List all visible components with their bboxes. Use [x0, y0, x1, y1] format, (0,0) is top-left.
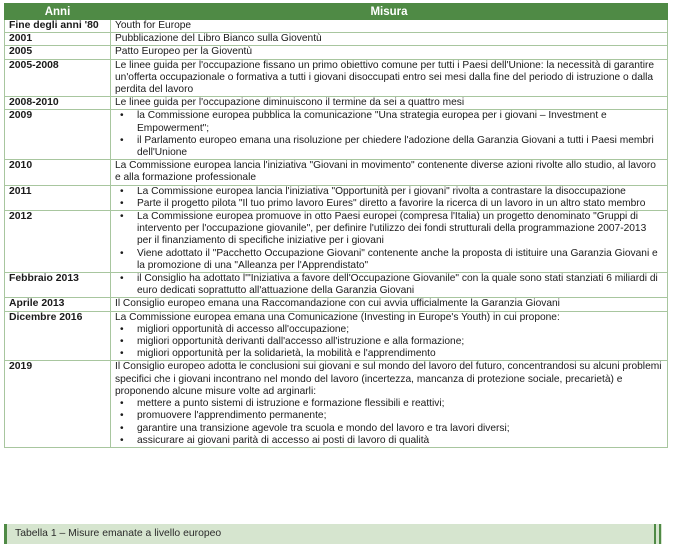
measure-text: La Commissione europea emana una Comunicazione (Investing in Europe's Youth) in cui propone: — [115, 311, 560, 323]
measure-bullet-list — [115, 211, 663, 272]
list-item: • garantire una transizione agevole tra scuola e mondo del lavoro e tra lavori diversi; — [137, 423, 663, 435]
measure-cell — [111, 273, 668, 298]
table-row — [5, 311, 668, 361]
table-caption — [4, 524, 662, 544]
list-item: • il Consiglio ha adottato l'"Iniziativa a favore dell'Occupazione Giovanile" con la quale sono stati stanziati 6 miliardi di euro dedicati soprattutto all'attuazione della Garanzia Giovani — [137, 273, 663, 297]
table-row — [5, 46, 668, 59]
year-cell: 2010 — [5, 160, 111, 185]
measure-text: Patto Europeo per la Gioventù — [115, 46, 253, 58]
measure-cell — [111, 33, 668, 46]
list-item: • assicurare ai giovani parità di accesso ai posti di lavoro di qualità — [137, 435, 663, 447]
measure-text: La Commissione europea lancia l'iniziativa "Giovani in movimento" contenente diverse azioni rivolte allo studio, al lavoro e alla formazione professionale — [115, 160, 656, 184]
list-item: • promuovere l'apprendimento permanente; — [137, 410, 663, 422]
year-cell: 2009 — [5, 110, 111, 160]
list-item: • la Commissione europea pubblica la comunicazione "Una strategia europea per i giovani – Investment e Empowerment"; — [137, 110, 663, 134]
table-row — [5, 110, 668, 160]
measure-cell — [111, 311, 668, 361]
measure-cell — [111, 59, 668, 97]
measure-cell — [111, 185, 668, 210]
header-measure: Misura — [111, 4, 668, 20]
list-item: • migliori opportunità per la solidarietà, la mobilità e l'apprendimento — [137, 348, 663, 360]
measure-cell — [111, 46, 668, 59]
measure-cell — [111, 97, 668, 110]
measure-text: Youth for Europe — [115, 20, 192, 31]
list-item: • La Commissione europea lancia l'iniziativa "Opportunità per i giovani" rivolta a contrastare la disoccupazione — [137, 186, 663, 198]
measures-table-container — [4, 3, 667, 448]
list-item: • migliori opportunità derivanti dall'accesso all'istruzione e alla formazione; — [137, 336, 663, 348]
table-row — [5, 298, 668, 311]
measure-bullet-list — [115, 186, 663, 210]
table-row — [5, 33, 668, 46]
year-cell: Dicembre 2016 — [5, 311, 111, 361]
measure-text: Il Consiglio europeo adotta le conclusioni sui giovani e sul mondo del lavoro del futuro, concentrandosi su alcuni problemi specifici che i giovani incontrano nel mondo del lavoro (incertezza, mancanza di protezione sociale, precarietà) e proponendo alcune misure volte ad arginarli: — [115, 361, 662, 397]
measure-cell — [111, 20, 668, 33]
measure-cell — [111, 110, 668, 160]
list-item: • Parte il progetto pilota "Il tuo primo lavoro Eures" diretto a favorire la ricerca di un lavoro in un altro stato membro — [137, 198, 663, 210]
measures-table — [4, 3, 668, 448]
table-header-row — [5, 4, 668, 20]
measure-text: Le linee guida per l'occupazione diminuiscono il termine da sei a quattro mesi — [115, 97, 465, 109]
year-cell: Fine degli anni '80 — [5, 20, 111, 33]
table-row — [5, 160, 668, 185]
list-item: • mettere a punto sistemi di istruzione e formazione flessibili e reattivi; — [137, 398, 663, 410]
list-item: • Viene adottato il "Pacchetto Occupazione Giovani" contenente anche la proposta di istituire una Garanzia Giovani e la promozione di una "Alleanza per l'Apprendistato" — [137, 248, 663, 272]
measure-text: Pubblicazione del Libro Bianco sulla Gioventù — [115, 33, 322, 45]
measure-cell — [111, 361, 668, 447]
list-item: • La Commissione europea promuove in otto Paesi europei (compresa l'Italia) un progetto denominato "Gruppi di intervento per l'occupazione giovanile", per definire l'utilizzo dei fondi strutturali della programmazione 2007-2013 per il finanziamento di specifiche iniziative per i giovani — [137, 211, 663, 248]
caption-right-bar — [654, 524, 656, 544]
caption-text: Tabella 1 – Misure emanate a livello europeo — [15, 528, 222, 539]
measure-cell — [111, 211, 668, 273]
year-cell: 2012 — [5, 211, 111, 273]
measure-cell — [111, 160, 668, 185]
year-cell: Febbraio 2013 — [5, 273, 111, 298]
table-row — [5, 20, 668, 33]
year-cell: Aprile 2013 — [5, 298, 111, 311]
measure-bullet-list — [115, 398, 663, 447]
year-cell: 2019 — [5, 361, 111, 447]
table-row — [5, 211, 668, 273]
measure-text: Le linee guida per l'occupazione fissano un primo obiettivo comune per tutti i Paesi dell'Unione: la necessità di garantire un'offerta occupazionale o formativa a tutti i giovani disoccupati entro sei mesi dalla fine del periodo di istruzione o dalla perdita del lavoro — [115, 59, 655, 96]
caption-right-bar — [659, 524, 661, 544]
measure-text: Il Consiglio europeo emana una Raccomandazione con cui avvia ufficialmente la Garanzia Giovani — [115, 298, 560, 310]
measure-bullet-list — [115, 273, 663, 297]
list-item: • il Parlamento europeo emana una risoluzione per chiedere l'adozione della Garanzia Giovani a tutti i Paesi membri dell'Unione — [137, 135, 663, 159]
measure-bullet-list — [115, 324, 663, 361]
measure-cell — [111, 298, 668, 311]
table-row — [5, 59, 668, 97]
list-item: • migliori opportunità di accesso all'occupazione; — [137, 324, 663, 336]
table-row — [5, 185, 668, 210]
year-cell: 2005-2008 — [5, 59, 111, 97]
year-cell: 2011 — [5, 185, 111, 210]
year-cell: 2001 — [5, 33, 111, 46]
table-row — [5, 97, 668, 110]
table-row — [5, 361, 668, 447]
measure-bullet-list — [115, 110, 663, 159]
year-cell: 2005 — [5, 46, 111, 59]
header-years: Anni — [5, 4, 111, 20]
table-body — [5, 20, 668, 448]
table-row — [5, 273, 668, 298]
year-cell: 2008-2010 — [5, 97, 111, 110]
